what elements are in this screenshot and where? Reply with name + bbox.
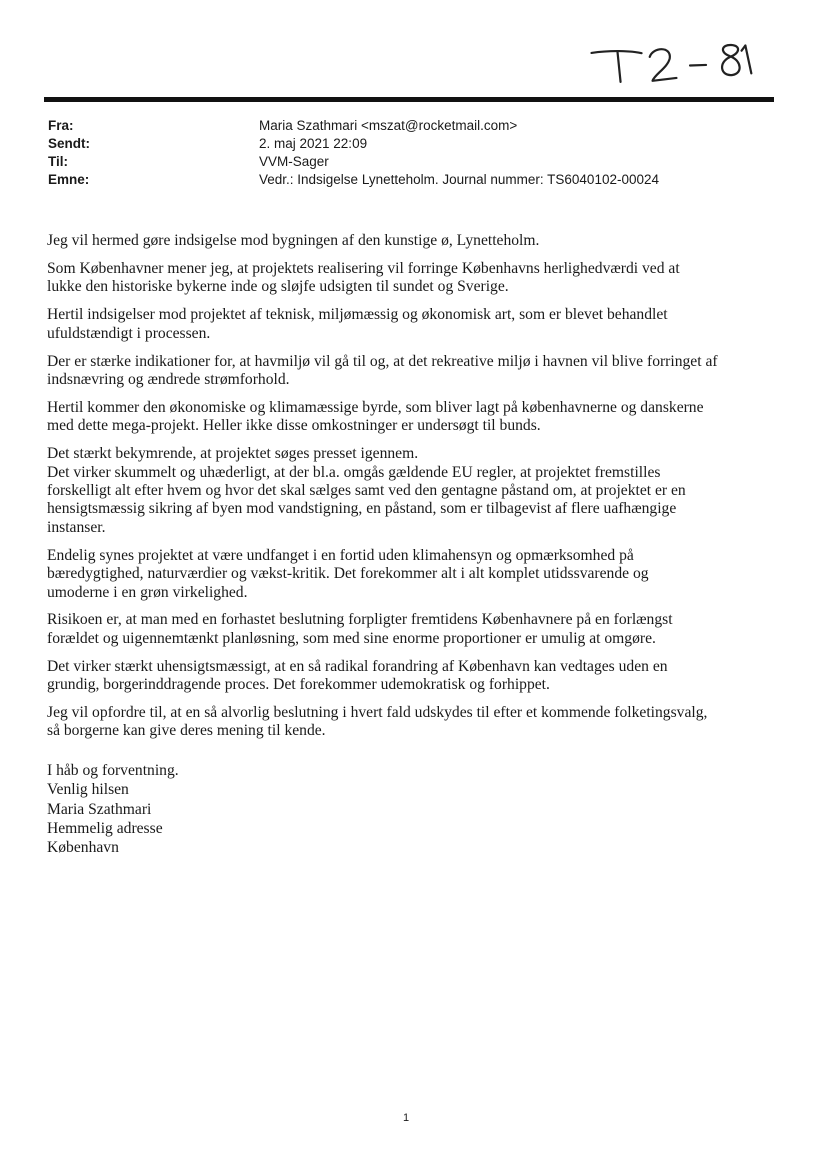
body-paragraph: Hertil kommer den økonomiske og klimamæssige byrde, som bliver lagt på københavnerne og danskerne med dette mega-projekt. Heller ikke disse omkostninger er undersøgt til bunds. xyxy=(47,398,704,435)
sent-label: Sendt: xyxy=(48,136,90,151)
to-label: Til: xyxy=(48,154,68,169)
body-paragraph: Hertil indsigelser mod projektet af teknisk, miljømæssig og økonomisk art, som er blevet behandlet ufuldstændigt i processen. xyxy=(47,306,668,342)
page-number: 1 xyxy=(402,1112,410,1124)
body-paragraph: Det virker stærkt uhensigtsmæssigt, at en så radikal forandring af København kan vedtages uden en grundig, borgerinddragende proces. Det forekommer udemokratisk og forhippet. xyxy=(47,657,668,694)
subject-label: Emne: xyxy=(48,172,90,187)
closing-salutation: Venlig hilsen xyxy=(47,781,129,799)
sent-value: 2. maj 2021 22:09 xyxy=(259,136,368,151)
body-paragraph: Jeg vil hermed gøre indsigelse mod bygningen af den kunstige ø, Lynetteholm. xyxy=(47,232,540,249)
body-paragraph: Jeg vil opfordre til, at en så alvorlig beslutning i hvert fald udskydes til efter et kommende folketingsvalg, så borgerne kan give deres mening til kende. xyxy=(47,704,708,740)
body-paragraph: Risikoen er, at man med en forhastet beslutning forpligter fremtidens Københavnere på en forlængst forældet og uigennemtænkt planløsning, som med sine enorme proportioner er umulig at omgøre. xyxy=(47,611,673,647)
body-paragraph: Der er stærke indikationer for, at havmiljø vil gå til og, at det rekreative miljø i havnen vil blive forringet af indsnævring og ændrede strømforhold. xyxy=(47,352,718,388)
handwritten-stamp xyxy=(589,37,761,93)
closing-greeting: I håb og forventning. xyxy=(47,762,179,779)
body-paragraph: Endelig synes projektet at være undfanget i en fortid uden klimahensyn og opmærksomhed på bæredygtighed, naturværdier og vækst-kritik. Det forekommer alt i alt komplet utidssvarende og umoderne i en grøn virkelighed. xyxy=(47,546,649,601)
email-body xyxy=(47,232,782,750)
header-row-to xyxy=(48,154,748,172)
handwritten-stamp-drawing xyxy=(589,37,761,93)
to-value: VVM-Sager xyxy=(259,154,329,169)
header-divider xyxy=(44,97,774,102)
signature-block xyxy=(47,761,447,857)
header-row-subject xyxy=(48,172,748,190)
sender-name: Maria Szathmari xyxy=(47,800,152,818)
header-row-from xyxy=(48,118,748,136)
body-paragraph: Som Københavner mener jeg, at projektets realisering vil forringe Københavns herlighedværdi ved at lukke den historiske bykerne inde og sløjfe udsigten til sundet og Sverige. xyxy=(47,259,680,296)
body-paragraph: Det stærkt bekymrende, at projektet søges presset igennem. Det virker skummelt og uhæderligt, at der bl.a. omgås gældende EU regler, at projektet fremstilles forskelligt alt efter hvem og hvor det skal sælges samt ved den gentagne påstand om, at projektet er en hensigtsmæssig sikring af byen mod vandstigning, en påstand, som er tilbagevist af flere uafhængige instanser. xyxy=(47,445,686,536)
from-label: Fra: xyxy=(48,118,74,133)
sender-address: Hemmelig adresse xyxy=(47,819,163,837)
from-value: Maria Szathmari <mszat@rocketmail.com> xyxy=(259,118,518,133)
header-row-sent xyxy=(48,136,748,154)
subject-value: Vedr.: Indsigelse Lynetteholm. Journal nummer: TS6040102-00024 xyxy=(259,172,660,187)
sender-city: København xyxy=(47,839,119,857)
